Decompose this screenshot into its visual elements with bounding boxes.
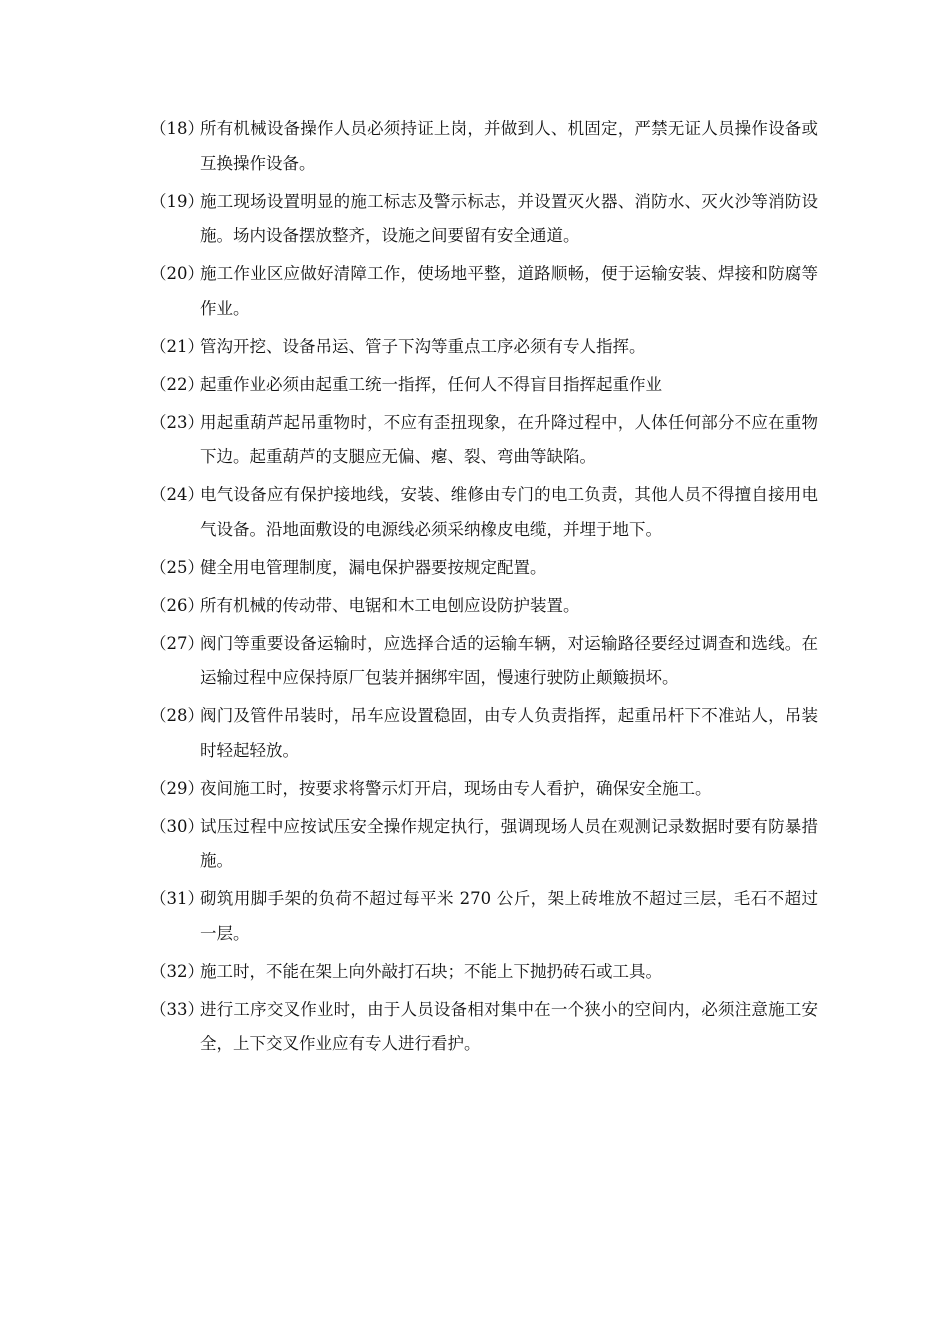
list-item: [150, 406, 818, 475]
item-text: 施工时，不能在架上向外敲打石块；不能上下抛扔砖石或工具。: [200, 961, 662, 981]
item-number: （25）: [150, 557, 204, 577]
item-text: 所有机械设备操作人员必须持证上岗，并做到人、机固定，严禁无证人员操作设备或互换操作设备。: [200, 119, 818, 173]
item-text: 起重作业必须由起重工统一指挥，任何人不得盲目指挥起重作业: [200, 374, 662, 394]
item-text: 所有机械的传动带、电锯和木工电刨应设防护装置。: [200, 595, 580, 615]
list-item: [150, 551, 818, 586]
item-number: （33）: [150, 999, 204, 1019]
item-number: （19）: [150, 191, 204, 211]
item-number: （23）: [150, 412, 204, 432]
list-item: [150, 699, 818, 768]
item-text: 健全用电管理制度，漏电保护器要按规定配置。: [200, 557, 547, 577]
list-item: [150, 810, 818, 879]
item-number: （24）: [150, 485, 204, 504]
list-item: [150, 330, 818, 365]
safety-rules-list: [150, 112, 818, 1065]
item-number: （29）: [150, 778, 204, 798]
list-item: [150, 772, 818, 807]
item-number: （31）: [150, 889, 204, 908]
item-number: （28）: [150, 706, 204, 725]
item-number: （27）: [150, 633, 204, 653]
item-text: 进行工序交叉作业时，由于人员设备相对集中在一个狭小的空间内，必须注意施工安全，上下交叉作业应有专人进行看护。: [200, 999, 818, 1053]
list-item: [150, 627, 818, 696]
list-item: [150, 368, 818, 403]
list-item: [150, 478, 818, 547]
item-number: （20）: [150, 264, 204, 283]
item-text: 施工作业区应做好清障工作，使场地平整，道路顺畅，便于运输安装、焊接和防腐等作业。: [200, 264, 818, 318]
list-item: [150, 993, 818, 1062]
list-item: [150, 112, 818, 181]
item-number: （26）: [150, 595, 204, 615]
item-text: 阀门及管件吊装时，吊车应设置稳固，由专人负责指挥，起重吊杆下不准站人，吊装时轻起轻放。: [200, 706, 818, 760]
list-item: [150, 185, 818, 254]
item-number: （18）: [150, 119, 204, 138]
list-item: [150, 589, 818, 624]
item-text: 管沟开挖、设备吊运、管子下沟等重点工序必须有专人指挥。: [200, 336, 646, 356]
item-number: （32）: [150, 961, 204, 981]
item-text: 用起重葫芦起吊重物时，不应有歪扭现象，在升降过程中，人体任何部分不应在重物下边。起重葫芦的支腿应无偏、瘪、裂、弯曲等缺陷。: [200, 412, 818, 466]
item-number: （21）: [150, 336, 204, 356]
item-text: 施工现场设置明显的施工标志及警示标志，并设置灭火器、消防水、灭火沙等消防设施。场内设备摆放整齐，设施之间要留有安全通道。: [200, 191, 818, 245]
item-number: （30）: [150, 816, 204, 836]
item-text: 电气设备应有保护接地线，安装、维修由专门的电工负责，其他人员不得擅自接用电气设备。沿地面敷设的电源线必须采纳橡皮电缆，并埋于地下。: [200, 485, 818, 539]
item-text: 夜间施工时，按要求将警示灯开启，现场由专人看护，确保安全施工。: [200, 778, 712, 798]
list-item: [150, 257, 818, 326]
item-text: 阀门等重要设备运输时，应选择合适的运输车辆，对运输路径要经过调查和选线。在运输过程中应保持原厂包装并捆绑牢固，慢速行驶防止颠簸损坏。: [200, 633, 818, 687]
item-text: 试压过程中应按试压安全操作规定执行，强调现场人员在观测记录数据时要有防暴措施。: [200, 816, 818, 870]
item-number: （22）: [150, 374, 204, 394]
item-text: 砌筑用脚手架的负荷不超过每平米 270 公斤，架上砖堆放不超过三层，毛石不超过一层。: [200, 889, 818, 943]
list-item: [150, 882, 818, 951]
list-item: [150, 955, 818, 990]
